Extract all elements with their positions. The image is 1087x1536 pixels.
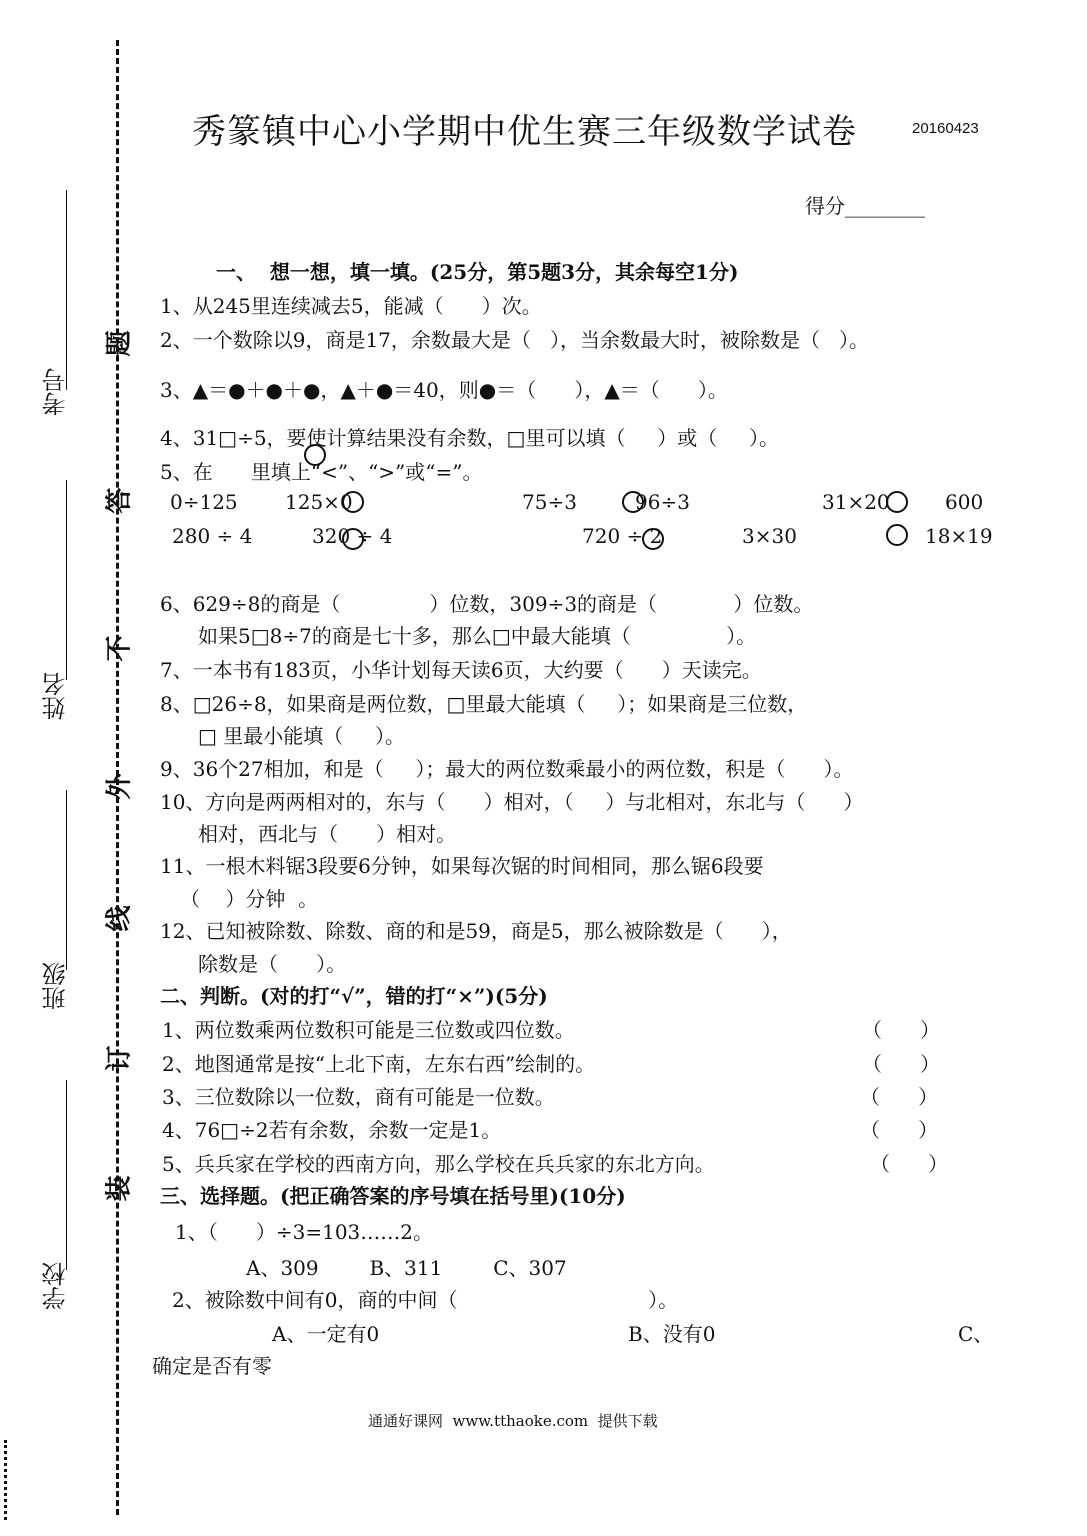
seal-char-da: 答 xyxy=(104,487,135,514)
judge-item-5: 5、兵兵家在学校的西南方向，那么学校在兵兵家的东北方向。 xyxy=(162,1152,715,1176)
judge-item-2: 2、地图通常是按“上北下南，左东右西”绘制的。 xyxy=(162,1052,596,1076)
judge-bracket-5[interactable]: （ ） xyxy=(870,1152,949,1176)
compare-circle[interactable] xyxy=(642,528,664,550)
q1-10b: 相对，西北与（ ）相对。 xyxy=(198,822,457,846)
q1-5: 5、在 里填上“<”、“>”或“=”。 xyxy=(160,460,483,484)
q1-8b: □ 里最小能填（ ）。 xyxy=(198,724,406,748)
compare-r1-b: 125×0 xyxy=(285,490,353,514)
seal-char-wai: 外 xyxy=(104,773,135,800)
q1-8: 8、□26÷8，如果商是两位数，□里最大能填（ ）；如果商是三位数， xyxy=(160,692,808,716)
seal-char-xian: 线 xyxy=(104,905,135,932)
compare-r2-a: 280 ÷ 4 xyxy=(172,524,253,548)
judge-bracket-4[interactable]: （ ） xyxy=(860,1118,939,1142)
name-line xyxy=(66,480,67,680)
q1-11: 11、一根木料锯3段要6分钟，如果每次锯的时间相同，那么锯6段要 xyxy=(160,854,764,878)
seal-char-zhuang: 装 xyxy=(104,1175,135,1202)
q1-12: 12、已知被除数、除数、商的和是59，商是5，那么被除数是（ ）， xyxy=(160,919,792,943)
class-label: 班级 xyxy=(42,962,70,1010)
choice-q2-b: B、没有0 xyxy=(628,1322,716,1346)
judge-item-4: 4、76□÷2若有余数，余数一定是1。 xyxy=(162,1118,502,1142)
school-label: 学校 xyxy=(42,1262,70,1310)
seal-char-ti: 题 xyxy=(104,330,135,357)
page-title: 秀篆镇中心小学期中优生赛三年级数学试卷 xyxy=(192,112,857,152)
compare-circle[interactable] xyxy=(304,444,326,466)
choice-q1-options: A、309 B、311 C、307 xyxy=(246,1256,567,1280)
q1-2: 2、一个数除以9，商是17，余数最大是（ ），当余数最大时，被除数是（ ）。 xyxy=(160,328,870,352)
q1-4: 4、31□÷5，要使计算结果没有余数，□里可以填（ ）或（ ）。 xyxy=(160,426,780,450)
q1-3: 3、▲＝●＋●＋●，▲＋●＝40，则●＝（ ），▲＝（ ）。 xyxy=(160,378,728,402)
judge-item-1: 1、两位数乘两位数积可能是三位数或四位数。 xyxy=(162,1018,575,1042)
compare-r1-a: 0÷125 xyxy=(170,490,238,514)
section3-heading: 三、选择题。(把正确答案的序号填在括号里)(10分) xyxy=(160,1184,626,1208)
compare-r2-d: 3×30 xyxy=(742,524,797,548)
compare-r2-e: 18×19 xyxy=(925,524,993,548)
compare-r1-e: 31×20 xyxy=(822,490,890,514)
footer-text: 通通好课网 www.tthaoke.com 提供下载 xyxy=(368,1412,658,1430)
name-label: 姓名 xyxy=(42,672,70,720)
score-field[interactable]: 得分________ xyxy=(805,194,925,218)
q1-6: 6、629÷8的商是（ ）位数，309÷3的商是（ ）位数。 xyxy=(160,592,814,616)
seal-char-bu: 不 xyxy=(104,635,135,662)
exam-no-label: 考号 xyxy=(42,368,70,416)
binding-dotted-line xyxy=(4,1440,7,1520)
exam-date: 20160423 xyxy=(912,120,979,137)
judge-bracket-1[interactable]: （ ） xyxy=(862,1018,941,1042)
choice-q2-c: C、 xyxy=(958,1322,994,1346)
judge-bracket-2[interactable]: （ ） xyxy=(862,1052,941,1076)
compare-circle[interactable] xyxy=(342,491,364,513)
compare-r2-b: 320 ÷ 4 xyxy=(312,524,393,548)
q1-11b: （ ）分钟 。 xyxy=(180,887,319,911)
compare-r1-f: 600 xyxy=(945,490,984,514)
choice-q1: 1、（ ）÷3=103……2。 xyxy=(175,1220,434,1244)
choice-q2-a: A、一定有0 xyxy=(272,1322,380,1346)
school-line xyxy=(66,1080,67,1270)
compare-r1-d: 96÷3 xyxy=(635,490,690,514)
q1-12b: 除数是（ ）。 xyxy=(198,952,347,976)
compare-circle[interactable] xyxy=(342,528,364,550)
judge-bracket-3[interactable]: （ ） xyxy=(860,1085,939,1109)
compare-r1-c: 75÷3 xyxy=(522,490,577,514)
q1-6b: 如果5□8÷7的商是七十多，那么□中最大能填（ ）。 xyxy=(198,624,757,648)
choice-q2: 2、被除数中间有0，商的中间（ ）。 xyxy=(172,1288,679,1312)
compare-circle[interactable] xyxy=(886,524,908,546)
q1-10: 10、方向是两两相对的，东与（ ）相对，（ ）与北相对，东北与（ ） xyxy=(160,790,864,814)
section2-heading: 二、判断。(对的打“√”，错的打“×”)(5分) xyxy=(160,984,548,1008)
class-line xyxy=(66,790,67,970)
compare-circle[interactable] xyxy=(886,491,908,513)
q1-9: 9、36个27相加，和是（ ）；最大的两位数乘最小的两位数，积是（ ）。 xyxy=(160,757,854,781)
compare-r2-c: 720 ÷ 2 xyxy=(582,524,663,548)
seal-char-ding: 订 xyxy=(104,1045,135,1072)
judge-item-3: 3、三位数除以一位数，商有可能是一位数。 xyxy=(162,1085,555,1109)
q1-7: 7、一本书有183页，小华计划每天读6页，大约要（ ）天读完。 xyxy=(160,658,762,682)
exam-no-line xyxy=(66,190,67,390)
q1-1: 1、从245里连续减去5，能减（ ）次。 xyxy=(160,294,542,318)
choice-q2-c-cont: 确定是否有零 xyxy=(152,1354,272,1378)
section1-heading: 一、 想一想，填一填。(25分，第5题3分，其余每空1分) xyxy=(216,260,739,284)
